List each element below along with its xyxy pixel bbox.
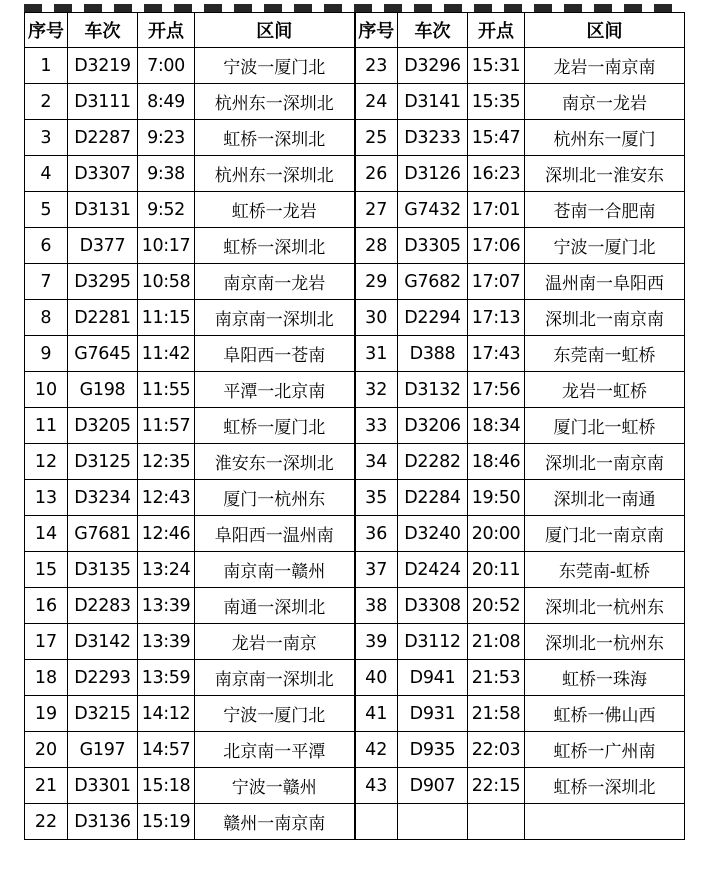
cell-time: 20:00: [468, 516, 525, 552]
cell-route: 厦门北一南京南: [525, 516, 685, 552]
cell-time: 11:55: [138, 372, 195, 408]
cell-no: 12: [25, 444, 68, 480]
cell-no: [355, 804, 398, 840]
cell-train: D3301: [68, 768, 138, 804]
cell-time: 9:23: [138, 120, 195, 156]
cell-no: 1: [25, 48, 68, 84]
cell-time: 15:18: [138, 768, 195, 804]
cell-route: 深圳北一南京南: [525, 300, 685, 336]
cell-no: 10: [25, 372, 68, 408]
cell-no: 21: [25, 768, 68, 804]
cell-time: 10:58: [138, 264, 195, 300]
cell-train: D2293: [68, 660, 138, 696]
table-row: [25, 84, 685, 120]
cell-train: D3132: [398, 372, 468, 408]
cell-route: 温州南一阜阳西: [525, 264, 685, 300]
cropped-title-strip: [24, 4, 684, 12]
cell-time: 15:47: [468, 120, 525, 156]
cell-time: 17:13: [468, 300, 525, 336]
cell-time: 13:39: [138, 588, 195, 624]
cell-route: 龙岩一南京: [195, 624, 355, 660]
cell-train: D3111: [68, 84, 138, 120]
cell-train: D2424: [398, 552, 468, 588]
cell-no: 8: [25, 300, 68, 336]
cell-route: 淮安东一深圳北: [195, 444, 355, 480]
cell-no: 31: [355, 336, 398, 372]
cell-time: 10:17: [138, 228, 195, 264]
cell-time: 16:23: [468, 156, 525, 192]
cell-time: 19:50: [468, 480, 525, 516]
cell-no: 6: [25, 228, 68, 264]
cell-route: 宁波一厦门北: [195, 48, 355, 84]
cell-no: 7: [25, 264, 68, 300]
cell-time: 21:08: [468, 624, 525, 660]
cell-route: 深圳北一南通: [525, 480, 685, 516]
cell-no: 40: [355, 660, 398, 696]
cell-time: 14:12: [138, 696, 195, 732]
cell-train: D935: [398, 732, 468, 768]
table-row: [25, 480, 685, 516]
cell-train: D3234: [68, 480, 138, 516]
cell-train: D377: [68, 228, 138, 264]
cell-route: 杭州东一厦门: [525, 120, 685, 156]
cell-no: 22: [25, 804, 68, 840]
cell-no: 23: [355, 48, 398, 84]
cell-time: 17:43: [468, 336, 525, 372]
cell-no: 16: [25, 588, 68, 624]
header-train: 车次: [398, 13, 468, 48]
cell-time: 18:46: [468, 444, 525, 480]
cell-train: D3112: [398, 624, 468, 660]
cell-train: G7682: [398, 264, 468, 300]
cell-train: D3308: [398, 588, 468, 624]
cell-route: 深圳北一淮安东: [525, 156, 685, 192]
cell-train: D2281: [68, 300, 138, 336]
cell-no: 26: [355, 156, 398, 192]
cell-route: 东莞南-虹桥: [525, 552, 685, 588]
cell-train: D3295: [68, 264, 138, 300]
table-row: [25, 336, 685, 372]
table-row: [25, 516, 685, 552]
table-row: [25, 732, 685, 768]
cell-no: 17: [25, 624, 68, 660]
cell-time: 17:06: [468, 228, 525, 264]
cell-time: 12:35: [138, 444, 195, 480]
cell-no: 5: [25, 192, 68, 228]
cell-route: 南通一深圳北: [195, 588, 355, 624]
cell-train: G7681: [68, 516, 138, 552]
cell-route: 杭州东一深圳北: [195, 156, 355, 192]
cell-route: 南京南一龙岩: [195, 264, 355, 300]
cell-time: 21:53: [468, 660, 525, 696]
cell-time: 12:46: [138, 516, 195, 552]
cell-time: 11:57: [138, 408, 195, 444]
cell-no: 14: [25, 516, 68, 552]
cell-route: 赣州一南京南: [195, 804, 355, 840]
cell-no: 29: [355, 264, 398, 300]
cell-time: 9:38: [138, 156, 195, 192]
cell-train: G198: [68, 372, 138, 408]
table-row: [25, 768, 685, 804]
table-row: [25, 408, 685, 444]
cell-time: 15:31: [468, 48, 525, 84]
cell-no: 15: [25, 552, 68, 588]
table-row: [25, 696, 685, 732]
cell-time: 13:39: [138, 624, 195, 660]
cell-no: 9: [25, 336, 68, 372]
cell-route: 龙岩一虹桥: [525, 372, 685, 408]
cell-time: 13:59: [138, 660, 195, 696]
cell-route: 苍南一合肥南: [525, 192, 685, 228]
cell-train: D2287: [68, 120, 138, 156]
table-row: [25, 264, 685, 300]
cell-train: D3141: [398, 84, 468, 120]
cell-route: 阜阳西一苍南: [195, 336, 355, 372]
table-row: [25, 444, 685, 480]
cell-no: 25: [355, 120, 398, 156]
cell-time: 9:52: [138, 192, 195, 228]
cell-train: D2282: [398, 444, 468, 480]
cell-time: 14:57: [138, 732, 195, 768]
cell-time: 15:19: [138, 804, 195, 840]
cell-no: 19: [25, 696, 68, 732]
header-row: [25, 13, 685, 48]
cell-train: D388: [398, 336, 468, 372]
cell-train: [398, 804, 468, 840]
cell-no: 18: [25, 660, 68, 696]
table-row: [25, 228, 685, 264]
cell-route: 虹桥一广州南: [525, 732, 685, 768]
cell-train: D3233: [398, 120, 468, 156]
cell-route: 杭州东一深圳北: [195, 84, 355, 120]
cell-train: D3296: [398, 48, 468, 84]
cell-route: 阜阳西一温州南: [195, 516, 355, 552]
cell-no: 3: [25, 120, 68, 156]
cell-no: 35: [355, 480, 398, 516]
cell-route: 平潭一北京南: [195, 372, 355, 408]
cell-route: 深圳北一南京南: [525, 444, 685, 480]
cell-no: 38: [355, 588, 398, 624]
cell-time: [468, 804, 525, 840]
cell-route: 厦门北一虹桥: [525, 408, 685, 444]
cell-train: D3126: [398, 156, 468, 192]
cell-time: 11:15: [138, 300, 195, 336]
header-time: 开点: [468, 13, 525, 48]
cell-route: 南京南一深圳北: [195, 300, 355, 336]
table-row: [25, 372, 685, 408]
table-row: [25, 588, 685, 624]
cell-time: 11:42: [138, 336, 195, 372]
table-row: [25, 48, 685, 84]
cell-route: 虹桥一深圳北: [195, 228, 355, 264]
cell-train: D3215: [68, 696, 138, 732]
table-row: [25, 120, 685, 156]
cell-train: D931: [398, 696, 468, 732]
header-route: 区间: [525, 13, 685, 48]
cell-route: 虹桥一深圳北: [525, 768, 685, 804]
cell-train: D3135: [68, 552, 138, 588]
cell-no: 36: [355, 516, 398, 552]
cell-no: 33: [355, 408, 398, 444]
cell-no: 43: [355, 768, 398, 804]
cell-route: 宁波一厦门北: [195, 696, 355, 732]
cell-train: D2283: [68, 588, 138, 624]
cell-train: D3131: [68, 192, 138, 228]
cell-time: 17:07: [468, 264, 525, 300]
cell-time: 18:34: [468, 408, 525, 444]
cell-no: 24: [355, 84, 398, 120]
cell-time: 22:03: [468, 732, 525, 768]
cell-no: 2: [25, 84, 68, 120]
table-row: [25, 192, 685, 228]
cell-train: G7645: [68, 336, 138, 372]
cell-route: 虹桥一珠海: [525, 660, 685, 696]
cell-route: 厦门一杭州东: [195, 480, 355, 516]
cell-train: D3142: [68, 624, 138, 660]
table-row: [25, 156, 685, 192]
cell-no: 42: [355, 732, 398, 768]
header-time: 开点: [138, 13, 195, 48]
cell-time: 20:11: [468, 552, 525, 588]
cell-train: D941: [398, 660, 468, 696]
cell-no: 41: [355, 696, 398, 732]
cell-train: D3305: [398, 228, 468, 264]
train-timetable: [24, 12, 685, 840]
timetable-sheet: [24, 4, 684, 840]
cell-route: 深圳北一杭州东: [525, 624, 685, 660]
table-row: [25, 660, 685, 696]
cell-route: 虹桥一龙岩: [195, 192, 355, 228]
header-no: 序号: [355, 13, 398, 48]
header-train: 车次: [68, 13, 138, 48]
cell-time: 8:49: [138, 84, 195, 120]
cell-no: 39: [355, 624, 398, 660]
cell-route: 虹桥一佛山西: [525, 696, 685, 732]
cell-route: 宁波一厦门北: [525, 228, 685, 264]
cell-no: 34: [355, 444, 398, 480]
cell-train: D3125: [68, 444, 138, 480]
cell-no: 28: [355, 228, 398, 264]
cell-train: D3219: [68, 48, 138, 84]
cell-train: D3136: [68, 804, 138, 840]
cell-route: 深圳北一杭州东: [525, 588, 685, 624]
cell-route: 东莞南一虹桥: [525, 336, 685, 372]
cell-time: 17:01: [468, 192, 525, 228]
cell-no: 13: [25, 480, 68, 516]
cell-no: 27: [355, 192, 398, 228]
cell-route: [525, 804, 685, 840]
cell-train: D3307: [68, 156, 138, 192]
table-row: [25, 300, 685, 336]
cell-no: 37: [355, 552, 398, 588]
cell-train: D2294: [398, 300, 468, 336]
cell-train: D2284: [398, 480, 468, 516]
cell-no: 20: [25, 732, 68, 768]
cell-no: 30: [355, 300, 398, 336]
cell-time: 20:52: [468, 588, 525, 624]
cell-train: D907: [398, 768, 468, 804]
cell-time: 12:43: [138, 480, 195, 516]
cell-train: D3240: [398, 516, 468, 552]
header-no: 序号: [25, 13, 68, 48]
cell-time: 17:56: [468, 372, 525, 408]
cell-route: 南京南一赣州: [195, 552, 355, 588]
cell-route: 南京南一深圳北: [195, 660, 355, 696]
cell-time: 15:35: [468, 84, 525, 120]
cell-train: D3205: [68, 408, 138, 444]
cell-route: 虹桥一深圳北: [195, 120, 355, 156]
cell-no: 4: [25, 156, 68, 192]
cell-time: 21:58: [468, 696, 525, 732]
cell-train: G197: [68, 732, 138, 768]
cell-time: 13:24: [138, 552, 195, 588]
cell-route: 宁波一赣州: [195, 768, 355, 804]
cell-route: 龙岩一南京南: [525, 48, 685, 84]
cell-time: 7:00: [138, 48, 195, 84]
table-row: [25, 552, 685, 588]
table-row: [25, 624, 685, 660]
cell-no: 32: [355, 372, 398, 408]
cell-route: 北京南一平潭: [195, 732, 355, 768]
table-row: [25, 804, 685, 840]
cell-train: G7432: [398, 192, 468, 228]
cell-route: 南京一龙岩: [525, 84, 685, 120]
cell-no: 11: [25, 408, 68, 444]
cell-route: 虹桥一厦门北: [195, 408, 355, 444]
cell-train: D3206: [398, 408, 468, 444]
cell-time: 22:15: [468, 768, 525, 804]
header-route: 区间: [195, 13, 355, 48]
